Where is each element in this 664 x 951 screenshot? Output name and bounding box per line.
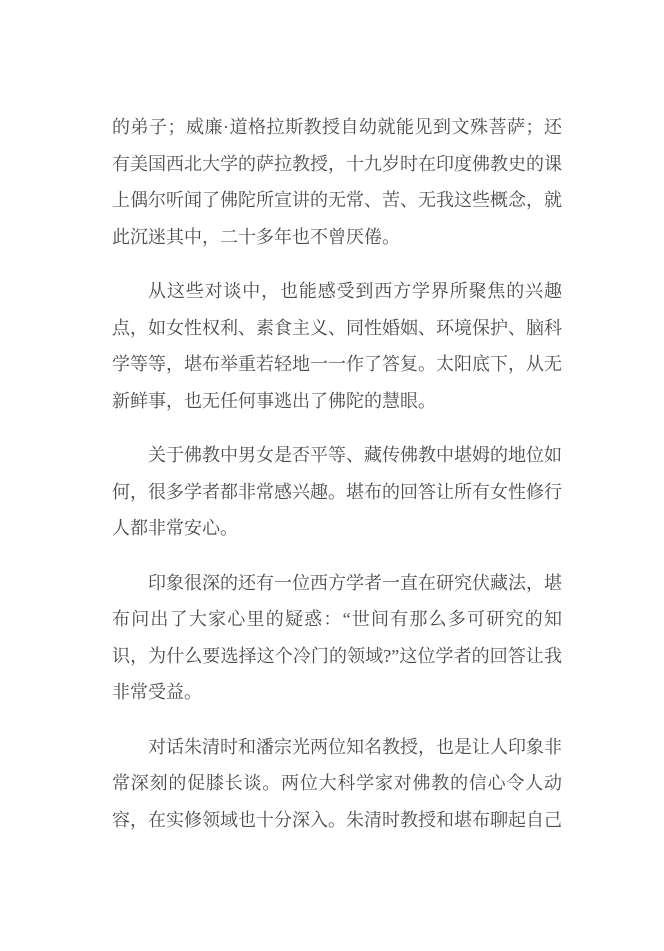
paragraph: 关于佛教中男女是否平等、藏传佛教中堪姆的地位如何，很多学者都非常感兴趣。堪布的回答让所有女性修行人都非常安心。 bbox=[112, 445, 562, 538]
paragraph: 印象很深的还有一位西方学者一直在研究伏藏法，堪布问出了大家心里的疑惑：“世间有那么多可研究的知识，为什么要选择这个冷门的领域?”这位学者的回答让我非常受益。 bbox=[112, 572, 562, 702]
text-block bbox=[112, 109, 562, 838]
paragraph: 的弟子；威廉·道格拉斯教授自幼就能见到文殊菩萨；还有美国西北大学的萨拉教授，十九岁时在印度佛教史的课上偶尔听闻了佛陀所宣讲的无常、苦、无我这些概念，就此沉迷其中，二十多年也不曾厌倦。 bbox=[112, 117, 562, 247]
paragraph: 对话朱清时和潘宗光两位知名教授，也是让人印象非常深刻的促膝长谈。两位大科学家对佛教的信心令人动容，在实修领域也十分深入。朱清时教授和堪布聊起自己 bbox=[112, 736, 562, 830]
paragraph: 从这些对谈中，也能感受到西方学界所聚焦的兴趣点，如女性权利、素食主义、同性婚姻、环境保护、脑科学等等，堪布举重若轻地一一作了答复。太阳底下，从无新鲜事，也无任何事逃出了佛陀的慧眼。 bbox=[112, 281, 562, 411]
